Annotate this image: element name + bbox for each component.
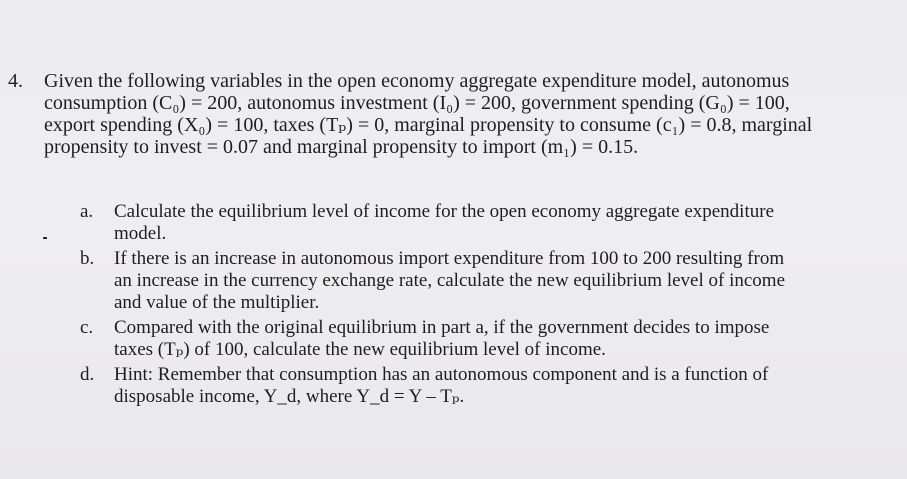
item-line: model. [114,223,167,244]
sub-question-list [80,201,880,411]
item-label: a. [80,201,94,222]
question-line: Given the following variables in the open economy aggregate expenditure model, autonomus [44,70,790,92]
question-line: export spending (X₀) = 100, taxes (Tₚ) = 0, marginal propensity to consume (c₁) = 0.8, marginal [44,114,813,136]
item-line: Compared with the original equilibrium in part a, if the government decides to impose [114,317,770,338]
item-line: Hint: Remember that consumption has an autonomous component and is a function of [114,364,769,385]
sub-question-d [80,364,880,408]
stray-pen-mark [43,237,47,239]
sub-question-c [80,317,880,361]
item-line: If there is an increase in autonomous import expenditure from 100 to 200 resulting from [114,248,785,269]
item-line: disposable income, Y_d, where Y_d = Y – Tₚ. [114,386,465,407]
item-label: b. [80,248,95,269]
item-label: c. [80,317,94,338]
item-line: Calculate the equilibrium level of income for the open economy aggregate expenditure [114,201,774,222]
question-line: propensity to invest = 0.07 and marginal propensity to import (m₁) = 0.15. [44,136,639,158]
question-line: consumption (C₀) = 200, autonomus investment (I₀) = 200, government spending (G₀) = 100, [44,92,790,114]
item-line: taxes (Tₚ) of 100, calculate the new equilibrium level of income. [114,339,606,360]
item-label: d. [80,364,95,385]
question-number: 4. [8,70,23,92]
sub-question-b [80,248,880,314]
item-line: and value of the multiplier. [114,292,320,313]
question-text [44,70,884,158]
sub-question-a [80,201,880,245]
item-line: an increase in the currency exchange rate, calculate the new equilibrium level of income [114,270,786,291]
